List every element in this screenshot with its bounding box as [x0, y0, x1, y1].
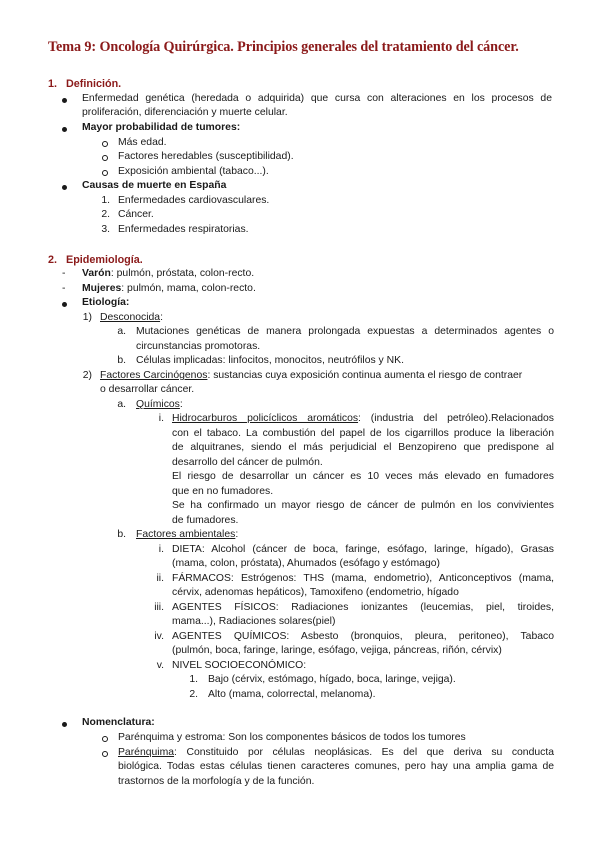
- factores-carcinogenos-line-1: [100, 369, 522, 384]
- roman-marker: iii.: [154, 602, 164, 613]
- parenquima-text: : Constituido por células neoplásicas. Es del que deriva su conducta: [174, 747, 554, 758]
- hidrocarburos-line-6: que en no fumadores.: [172, 486, 274, 497]
- roman-marker: v.: [156, 660, 164, 671]
- nomenclatura-label: Nomenclatura:: [82, 717, 155, 728]
- varon-text: : pulmón, próstata, colon-recto.: [110, 268, 255, 279]
- bullet-ring: [102, 170, 108, 176]
- roman-marker: i.: [158, 544, 164, 555]
- letter-marker: a.: [117, 399, 126, 410]
- farmacos-line-1: FÁRMACOS: Estrógenos: THS (mama, endometrio), Anticonceptivos (mama,: [172, 573, 554, 584]
- varon-label: Varón: [82, 268, 111, 279]
- desconocida-label: Desconocida: [100, 312, 161, 323]
- list-number: 1.: [189, 674, 198, 685]
- nivel-item: Alto (mama, colorrectal, melanoma).: [208, 689, 376, 700]
- causas-item: Enfermedades respiratorias.: [118, 224, 249, 235]
- parenquima-line-3: trastornos de la morfología y de la función.: [118, 776, 315, 787]
- causas-label: Causas de muerte en España: [82, 180, 227, 191]
- mayor-probabilidad-label: Mayor probabilidad de tumores:: [82, 122, 241, 133]
- mayor-item: Más edad.: [118, 137, 167, 148]
- factores-carcinogenos-line-2: o desarrollar cáncer.: [100, 384, 195, 395]
- quimicos-label: Químicos: [136, 399, 180, 410]
- agentes-quimicos-line-1: AGENTES QUÍMICOS: Asbesto (bronquios, pleura, peritoneo), Tabaco: [172, 631, 554, 642]
- list-number: 1.: [101, 195, 110, 206]
- desconocida-a-line-2: circunstancias promotoras.: [136, 341, 261, 352]
- mayor-item: Exposición ambiental (tabaco...).: [118, 166, 269, 177]
- letter-marker: b.: [117, 529, 126, 540]
- nivel-socioeconomico: NIVEL SOCIOECONÓMICO:: [172, 660, 307, 671]
- section-2-number: 2.: [48, 254, 58, 266]
- factores-ambientales-label: Factores ambientales: [136, 529, 236, 540]
- letter-marker: b.: [117, 355, 126, 366]
- paren-number: 2): [82, 370, 92, 381]
- definition-line-2: proliferación, diferenciación y muerte celular.: [82, 107, 288, 118]
- bullet-ring: [102, 736, 108, 742]
- dash-marker: -: [62, 268, 66, 279]
- bullet-dot: [62, 185, 67, 190]
- hidrocarburos-line-3: de alquitranes, siendo el más perjudicial el Benzopireno que predispone al: [172, 442, 554, 453]
- bullet-ring: [102, 141, 108, 147]
- etiologia-label: Etiología:: [82, 297, 130, 308]
- list-number: 3.: [101, 224, 110, 235]
- farmacos-line-2: cérvix, adenomas hepáticos), Tamoxifeno (endometrio, hígado: [172, 587, 459, 598]
- hidrocarburos-line-8: de fumadores.: [172, 515, 239, 526]
- causas-item: Enfermedades cardiovasculares.: [118, 195, 270, 206]
- roman-marker: iv.: [154, 631, 164, 642]
- section-2-heading: Epidemiología.: [66, 254, 143, 266]
- mayor-item: Factores heredables (susceptibilidad).: [118, 151, 294, 162]
- mujeres-text: : pulmón, mama, colon-recto.: [121, 283, 256, 294]
- causas-item: Cáncer.: [118, 209, 154, 220]
- mujeres-label: Mujeres: [82, 283, 122, 294]
- list-number: 2.: [189, 689, 198, 700]
- hidrocarburos-text: : (industria del petróleo).Relacionados: [358, 413, 554, 424]
- dash-marker: -: [62, 283, 66, 294]
- factores-carcinogenos-text: : sustancias cuya exposición continua aumenta el riesgo de contraer: [207, 370, 523, 381]
- hidrocarburos-line-5: El riesgo de desarrollar un cáncer es 10 veces más elevado en fumadores: [172, 471, 554, 482]
- section-1-number: 1.: [48, 78, 58, 90]
- desconocida-b: Células implicadas: linfocitos, monocitos, neutrófilos y NK.: [136, 355, 404, 366]
- bullet-ring: [102, 155, 108, 161]
- hidrocarburos-line-7: Se ha confirmado un mayor riesgo de cáncer de pulmón en los convivientes: [172, 500, 554, 511]
- mujeres-line: [82, 282, 256, 297]
- bullet-dot: [62, 722, 67, 727]
- document-title: Tema 9: Oncología Quirúrgica. Principios generales del tratamiento del cáncer.: [48, 39, 519, 55]
- bullet-ring: [102, 751, 108, 757]
- section-1-heading: Definición.: [66, 78, 122, 90]
- agentes-fisicos-line-1: AGENTES FÍSICOS: Radiaciones ionizantes (leucemias, piel, tiroides,: [172, 602, 554, 613]
- paren-number: 1): [82, 312, 92, 323]
- agentes-quimicos-line-2: (pulmón, boca, faringe, laringe, esófago, vejiga, páncreas, riñón, cérvix): [172, 645, 502, 656]
- colon: :: [235, 529, 239, 540]
- parenquima-line-2: biológica. Todas estas células tienen caracteres comunes, pero hay una amplia gama de: [118, 761, 554, 772]
- nivel-item: Bajo (cérvix, estómago, hígado, boca, laringe, vejiga).: [208, 674, 456, 685]
- hidrocarburos-line-1: [172, 412, 554, 427]
- roman-marker: i.: [158, 413, 164, 424]
- colon: :: [179, 399, 183, 410]
- colon: :: [160, 312, 163, 323]
- roman-marker: ii.: [156, 573, 164, 584]
- quimicos-line: [136, 398, 183, 413]
- factores-carcinogenos-label: Factores Carcinógenos: [100, 370, 208, 381]
- dieta-line-1: DIETA: Alcohol (cáncer de boca, faringe, esófago, laringe, hígado), Grasas: [172, 544, 554, 555]
- parenquima-line-1: [118, 746, 554, 761]
- bullet-dot: [62, 302, 67, 307]
- dieta-line-2: (mama, colon, próstata), Ahumados (esófago y estómago): [172, 558, 440, 569]
- definition-line-1: Enfermedad genética (heredada o adquirida) que cursa con alteraciones en los procesos de: [82, 93, 552, 104]
- parenquima-estroma: Parénquima y estroma: Son los componentes básicos de todos los tumores: [118, 732, 466, 743]
- letter-marker: a.: [117, 326, 126, 337]
- desconocida-a-line-1: Mutaciones genéticas de manera prolongada expuestas a determinados agentes o: [136, 326, 554, 337]
- bullet-dot: [62, 98, 67, 103]
- list-number: 2.: [101, 209, 110, 220]
- desconocida-line: [100, 311, 163, 326]
- factores-ambientales-line: [136, 528, 238, 543]
- hidrocarburos-line-4: desarrollo del cáncer de pulmón.: [172, 457, 323, 468]
- hidrocarburos-label: Hidrocarburos policíclicos aromáticos: [172, 413, 359, 424]
- hidrocarburos-line-2: con el tabaco. La combustión del papel de los cigarrillos produce la liberación: [172, 428, 554, 439]
- agentes-fisicos-line-2: mama...), Radiaciones solares(piel): [172, 616, 336, 627]
- parenquima-label: Parénquima: [118, 747, 175, 758]
- bullet-dot: [62, 127, 67, 132]
- varon-line: [82, 267, 254, 282]
